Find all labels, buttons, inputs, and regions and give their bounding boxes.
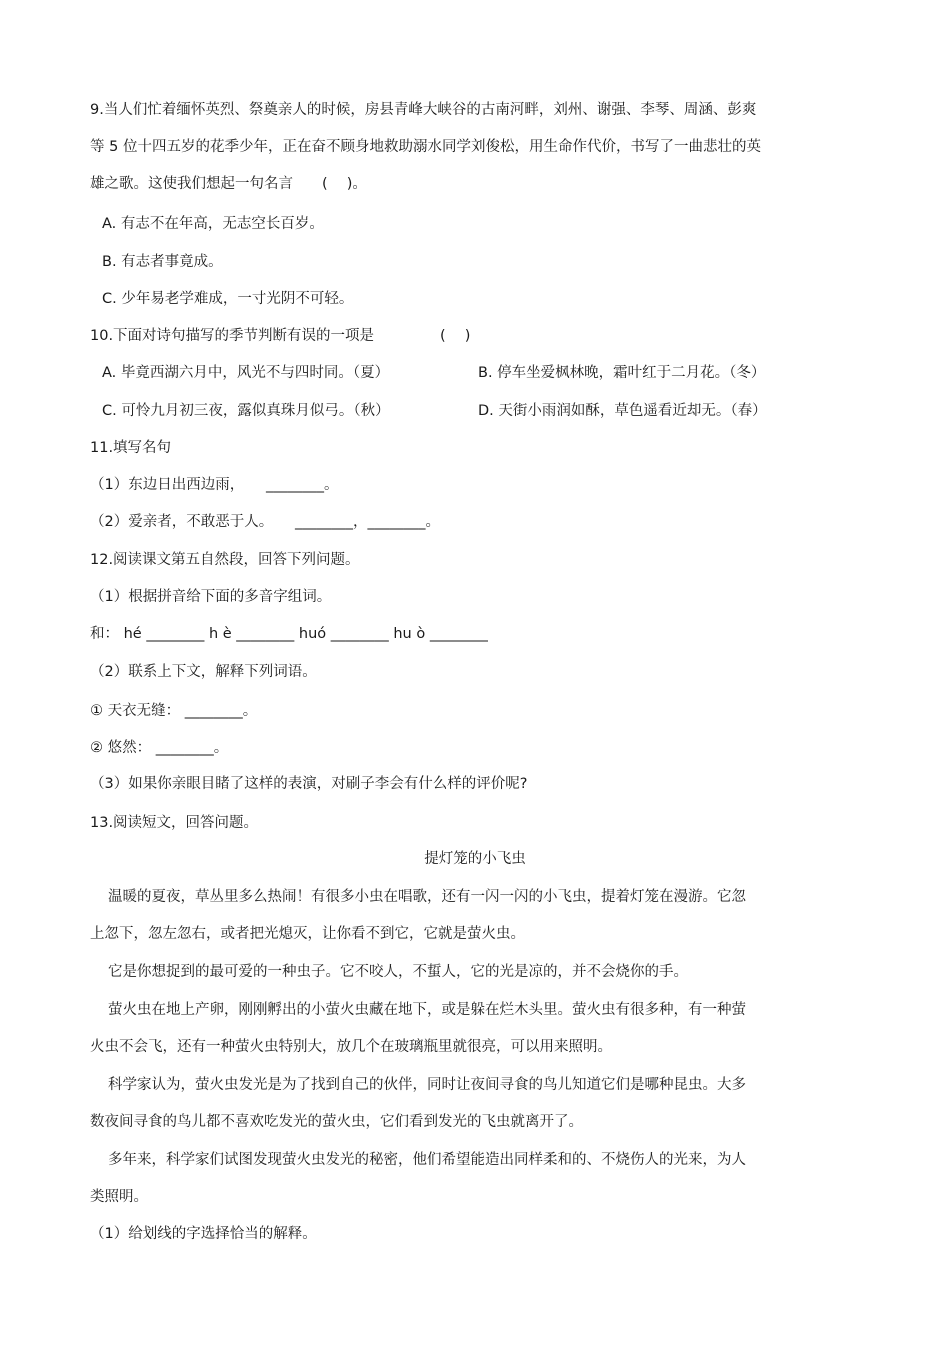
q12-item-a: ① 天衣无缝： ________。	[90, 703, 258, 719]
passage-p5-line1: 多年来，科学家们试图发现萤火虫发光的秘密，他们希望能造出同样柔和的、不烧伤人的光来，为人	[108, 1152, 746, 1168]
q10-option-c: C. 可怜九月初三夜，露似真珠月似弓。（秋）	[102, 403, 390, 419]
passage-p1-line1: 温暖的夏夜，草丛里多么热闹！有很多小虫在唱歌，还有一闪一闪的小飞虫，提着灯笼在漫游。它忽	[108, 889, 746, 905]
q9-stem-line1: 9.当人们忙着缅怀英烈、祭奠亲人的时候，房县青峰大峡谷的古南河畔，刘州、谢强、李琴、周涵、彭爽	[90, 102, 757, 118]
q9-option-b: B. 有志者事竟成。	[102, 254, 223, 270]
q12-sub3: （3）如果你亲眼目睹了这样的表演，对刷子李会有什么样的评价呢?	[90, 776, 528, 792]
q10-stem: 10.下面对诗句描写的季节判断有误的一项是	[90, 328, 375, 344]
passage-p1-line2: 上忽下，忽左忽右，或者把光熄灭，让你看不到它，它就是萤火虫。	[90, 926, 525, 942]
q10-option-b: B. 停车坐爱枫林晚，霜叶红于二月花。（冬）	[478, 365, 766, 381]
q11-stem: 11.填写名句	[90, 440, 172, 456]
q10-option-d: D. 天街小雨润如酥，草色遥看近却无。（春）	[478, 403, 767, 419]
q13-sub1: （1）给划线的字选择恰当的解释。	[90, 1226, 317, 1242]
q10-paren: ( )	[440, 328, 471, 344]
q12-sub1: （1）根据拼音给下面的多音字组词。	[90, 589, 332, 605]
q11-item-2: （2）爱亲者，不敢恶于人。 ________，________。	[90, 514, 440, 530]
q10-option-a: A. 毕竟西湖六月中，风光不与四时同。（夏）	[102, 365, 390, 381]
passage-p5-line2: 类照明。	[90, 1189, 148, 1205]
q9-stem-line3: 雄之歌。这使我们想起一句名言 ( )。	[90, 176, 367, 192]
q9-option-a: A. 有志不在年高，无志空长百岁。	[102, 216, 324, 232]
q9-stem-line2: 等 5 位十四五岁的花季少年，正在奋不顾身地救助溺水同学刘俊松，用生命作代价，书写了一曲悲壮的英	[90, 139, 761, 155]
q13-stem: 13.阅读短文，回答问题。	[90, 815, 259, 831]
passage-p4-line2: 数夜间寻食的鸟儿都不喜欢吃发光的萤火虫，它们看到发光的飞虫就离开了。	[90, 1114, 583, 1130]
passage-p4-line1: 科学家认为，萤火虫发光是为了找到自己的伙伴，同时让夜间寻食的鸟儿知道它们是哪种昆虫。大多	[108, 1077, 746, 1093]
q12-pinyin-line: 和： hé ________ h è ________ huó ________ hu ò ________	[90, 626, 488, 642]
q9-option-c: C. 少年易老学难成，一寸光阴不可轻。	[102, 291, 354, 307]
passage-p3-line1: 萤火虫在地上产卵，刚刚孵出的小萤火虫藏在地下，或是躲在烂木头里。萤火虫有很多种，有一种萤	[108, 1002, 746, 1018]
passage-p2: 它是你想捉到的最可爱的一种虫子。它不咬人，不蜇人，它的光是凉的，并不会烧你的手。	[108, 964, 688, 980]
passage-title: 提灯笼的小飞虫	[424, 851, 526, 867]
q11-item-1: （1）东边日出西边雨， ________。	[90, 477, 339, 493]
q12-sub2: （2）联系上下文，解释下列词语。	[90, 664, 317, 680]
q12-stem: 12.阅读课文第五自然段，回答下列问题。	[90, 552, 360, 568]
passage-p3-line2: 火虫不会飞，还有一种萤火虫特别大，放几个在玻璃瓶里就很亮，可以用来照明。	[90, 1039, 612, 1055]
q12-item-b: ② 悠然： ________。	[90, 740, 229, 756]
